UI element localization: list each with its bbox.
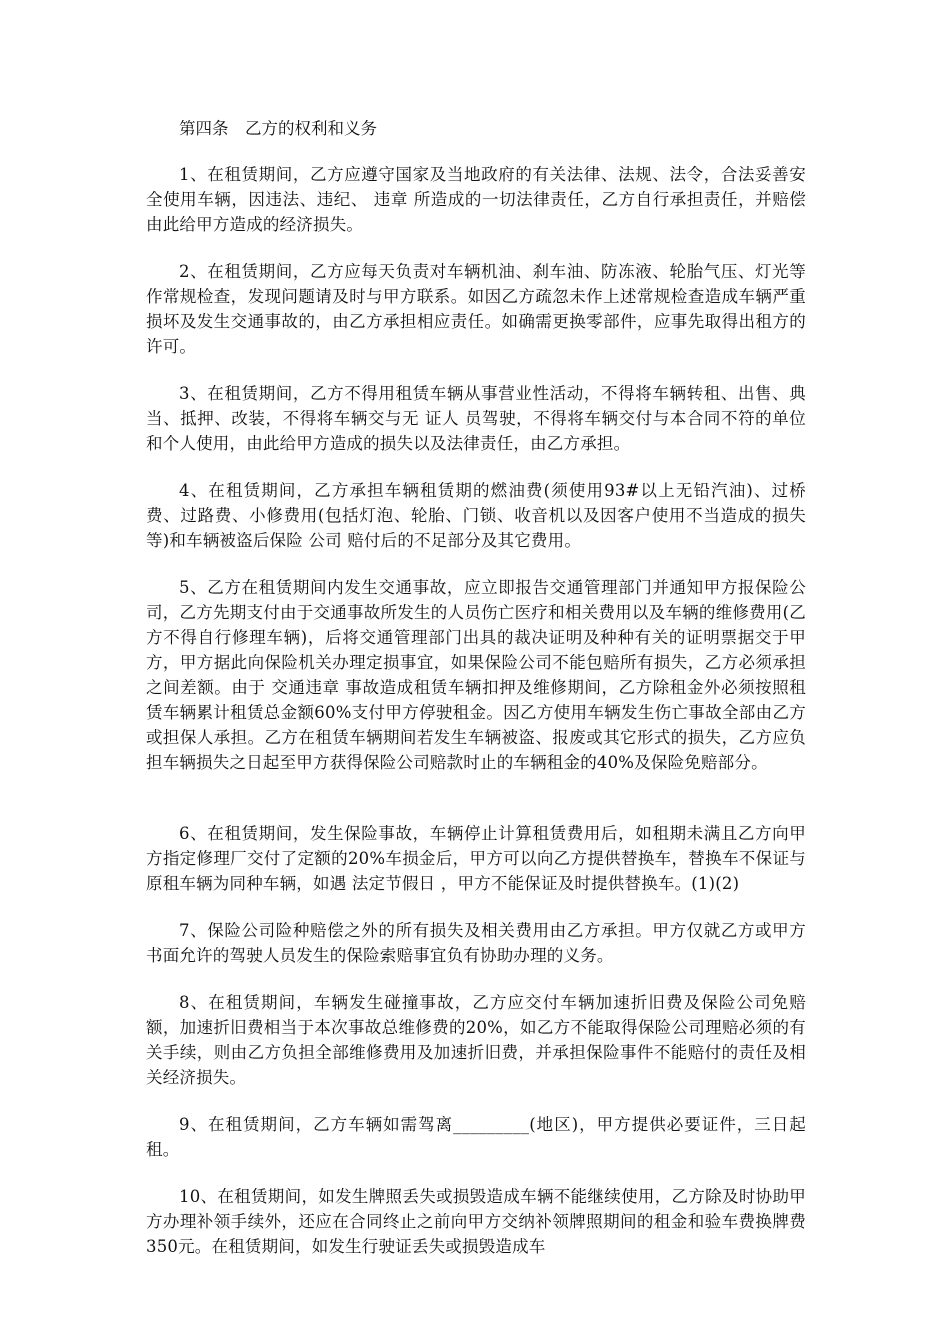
document-page [146, 116, 806, 1281]
paragraph-1: 1、在租赁期间，乙方应遵守国家及当地政府的有关法律、法规、法令，合法妥善安全使用车辆，因违法、违纪、 违章 所造成的一切法律责任，乙方自行承担责任，并赔偿由此给甲方造成的经济损失。 [146, 165, 806, 234]
paragraph-7: 7、保险公司险种赔偿之外的所有损失及相关费用由乙方承担。甲方仅就乙方或甲方书面允许的驾驶人员发生的保险索赔事宜负有协助办理的义务。 [146, 921, 806, 965]
paragraph-6: 6、在租赁期间，发生保险事故，车辆停止计算租赁费用后，如租期未满且乙方向甲方指定修理厂交付了定额的20%车损金后，甲方可以向乙方提供替换车，替换车不保证与原租车辆为同种车辆，如遇 法定节假日 ，甲方不能保证及时提供替换车。(1)(2) [146, 824, 806, 893]
paragraph-2: 2、在租赁期间，乙方应每天负责对车辆机油、刹车油、防冻液、轮胎气压、灯光等作常规检查，发现问题请及时与甲方联系。如因乙方疏忽未作上述常规检查造成车辆严重损坏及发生交通事故的，由乙方承担相应责任。如确需更换零部件，应事先取得出租方的许可。 [146, 262, 806, 356]
paragraph-3: 3、在租赁期间，乙方不得用租赁车辆从事营业性活动，不得将车辆转租、出售、典当、抵押、改装，不得将车辆交与无 证人 员驾驶，不得将车辆交付与本合同不符的单位和个人使用，由此给甲方造成的损失以及法律责任，由乙方承担。 [146, 384, 806, 453]
paragraph-8: 8、在租赁期间，车辆发生碰撞事故，乙方应交付车辆加速折旧费及保险公司免赔额，加速折旧费相当于本次事故总维修费的20%，如乙方不能取得保险公司理赔必须的有关手续，则由乙方负担全部维修费用及加速折旧费，并承担保险事件不能赔付的责任及相关经济损失。 [146, 993, 806, 1087]
paragraph-4: 4、在租赁期间，乙方承担车辆租赁期的燃油费(须使用93#以上无铅汽油)、过桥费、过路费、小修费用(包括灯泡、轮胎、门锁、收音机以及因客户使用不当造成的损失等)和车辆被盗后保险 公司 赔付后的不足部分及其它费用。 [146, 481, 806, 550]
paragraph-5: 5、乙方在租赁期间内发生交通事故，应立即报告交通管理部门并通知甲方报保险公司，乙方先期支付由于交通事故所发生的人员伤亡医疗和相关费用以及车辆的维修费用(乙方不得自行修理车辆)，后将交通管理部门出具的裁决证明及种种有关的证明票据交于甲方，甲方据此向保险机关办理定损事宜，如果保险公司不能包赔所有损失，乙方必须承担之间差额。由于 交通违章 事故造成租赁车辆扣押及维修期间，乙方除租金外必须按照租赁车辆累计租赁总金额60%支付甲方停驶租金。因乙方使用车辆发生伤亡事故全部由乙方或担保人承担。乙方在租赁车辆期间若发生车辆被盗、报废或其它形式的损失，乙方应负担车辆损失之日起至甲方获得保险公司赔款时止的车辆租金的40%及保险免赔部分。 [146, 578, 806, 772]
paragraph-10: 10、在租赁期间，如发生牌照丢失或损毁造成车辆不能继续使用，乙方除及时协助甲方办理补领手续外，还应在合同终止之前向甲方交纳补领牌照期间的租金和验车费换牌费350元。在租赁期间，如发生行驶证丢失或损毁造成车 [146, 1187, 806, 1256]
paragraph-9: 9、在租赁期间，乙方车辆如需驾离_________(地区)，甲方提供必要证件，三日起租。 [146, 1115, 806, 1159]
article-heading: 第四条 乙方的权利和义务 [179, 119, 377, 138]
